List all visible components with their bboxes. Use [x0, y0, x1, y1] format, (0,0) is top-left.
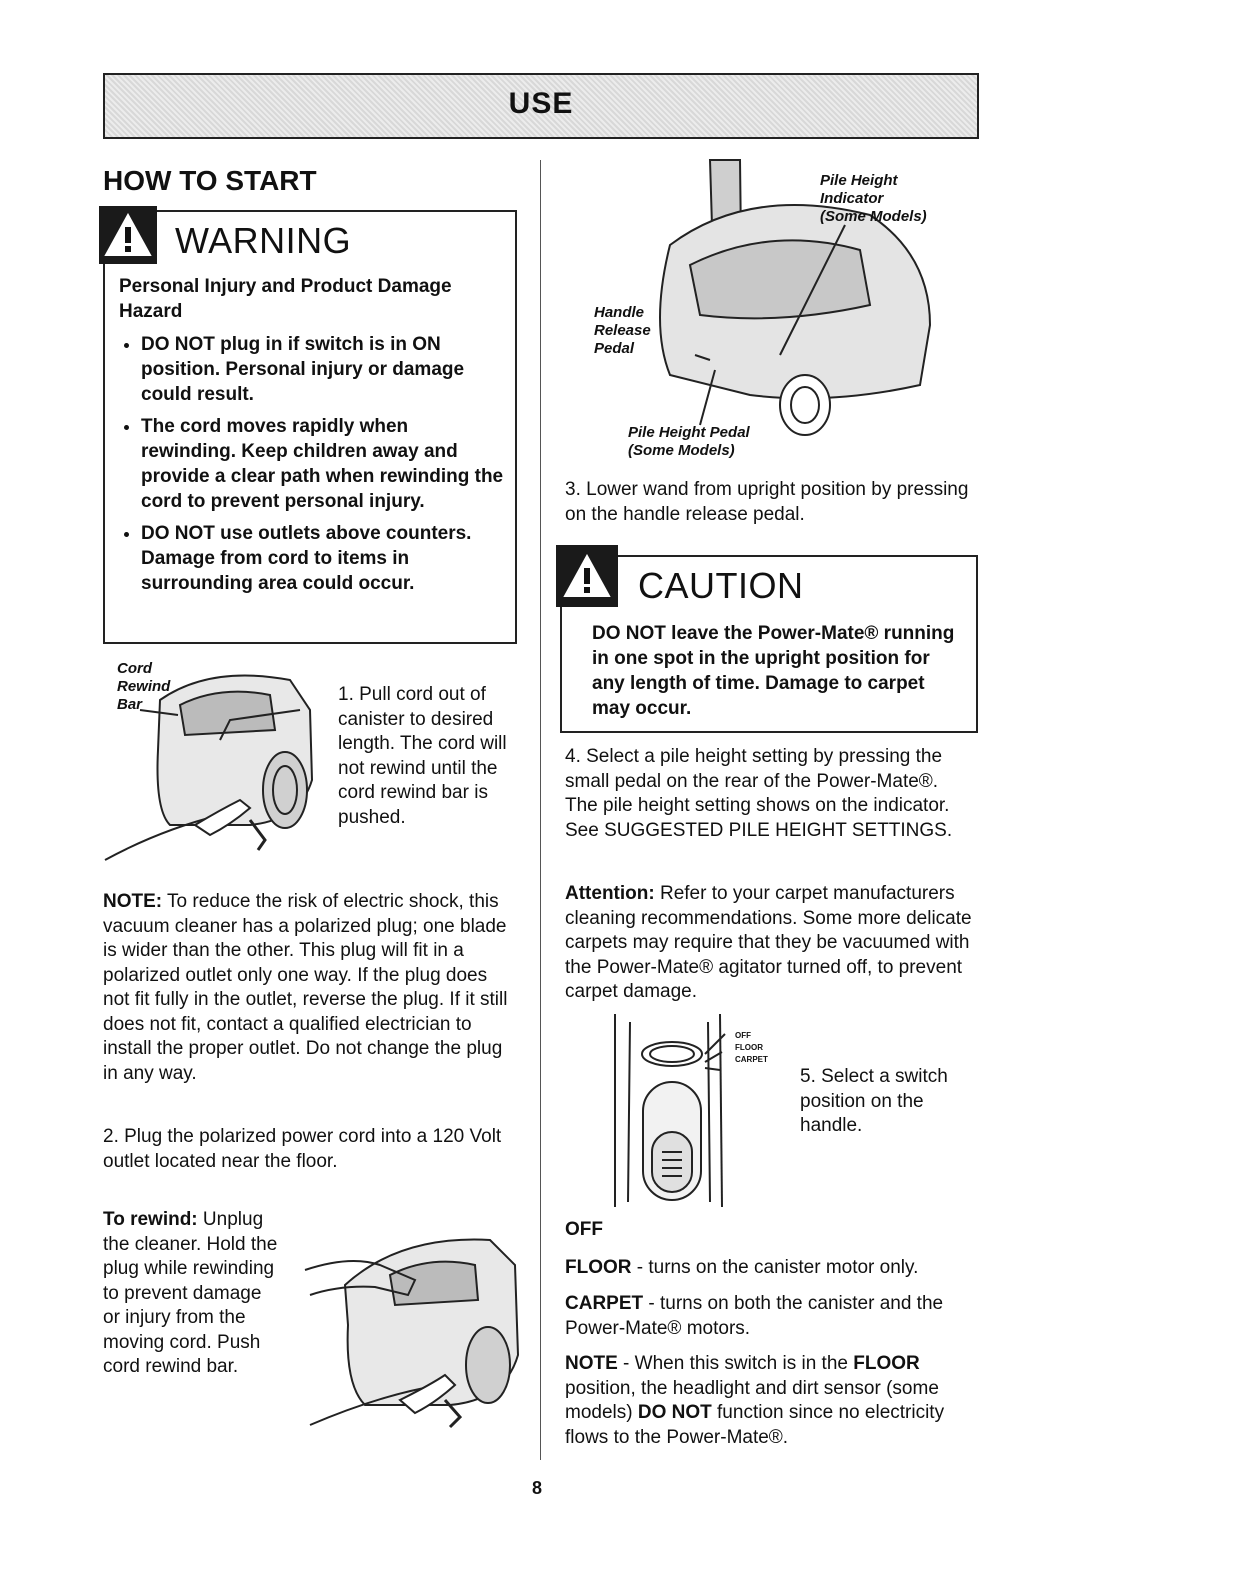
label-line: Bar — [117, 696, 143, 713]
carpet-label: CARPET — [565, 1293, 644, 1314]
warning-list — [119, 332, 507, 596]
warning-item: • The cord moves rapidly when rewinding. Keep children away and provide a clear path when rewinding the cord to prevent personal injury. — [141, 414, 507, 514]
warning-box — [103, 210, 517, 644]
warning-triangle-icon — [99, 206, 157, 264]
pile-pedal-label — [628, 424, 750, 460]
switch-label-carpet: CARPET — [735, 1055, 768, 1064]
handle-release-label — [594, 304, 651, 358]
section-title: HOW TO START — [103, 165, 317, 196]
carpet-text: - turns on both the canister and the Power-Mate® motors. — [565, 1293, 944, 1339]
rewind-text: Unplug the cleaner. Hold the plug while rewinding to prevent damage or injury from the moving cord. Push cord rewind bar. — [103, 1209, 278, 1377]
caution-triangle-icon — [556, 545, 618, 607]
warning-heading: WARNING — [175, 220, 352, 261]
rewind-illustration — [300, 1225, 528, 1445]
note2-do-not: DO NOT — [637, 1402, 712, 1423]
warning-content — [119, 274, 507, 603]
label-line: Pedal — [594, 340, 635, 357]
note-paragraph — [103, 890, 508, 1086]
pile-indicator-label — [820, 172, 927, 226]
note2-text: - When this switch is in the — [617, 1353, 854, 1374]
rewind-paragraph — [103, 1208, 283, 1380]
off-label: OFF — [565, 1219, 603, 1240]
step-2: 2. Plug the polarized power cord into a 120 Volt outlet located near the floor. — [103, 1126, 502, 1172]
column-divider — [540, 160, 541, 1460]
section-banner — [103, 73, 979, 139]
note2-floor-word: FLOOR — [853, 1353, 920, 1374]
note2-text: position, the headlight and dirt sensor (some models) — [565, 1377, 939, 1423]
switch-labels — [735, 1030, 768, 1066]
note2-paragraph — [565, 1352, 970, 1450]
label-line: Pile Height Pedal — [628, 424, 750, 441]
attention-label: Attention: — [565, 883, 655, 904]
switch-label-off: OFF — [735, 1031, 751, 1040]
step-3: 3. Lower wand from upright position by pressing on the handle release pedal. — [565, 479, 969, 525]
note2-text: function since no electricity flows to the Power-Mate®. — [565, 1402, 945, 1448]
step-1: 1. Pull cord out of canister to desired length. The cord will not rewind until the cord rewind bar is pushed. — [338, 684, 507, 828]
label-line: (Some Models) — [820, 208, 927, 225]
carpet-paragraph — [565, 1292, 970, 1341]
banner-title: USE — [508, 87, 574, 120]
note2-label: NOTE — [565, 1353, 618, 1374]
switch-label-floor: FLOOR — [735, 1043, 763, 1052]
page-number: 8 — [532, 1478, 543, 1498]
rewind-label: To rewind: — [103, 1209, 198, 1230]
caution-box — [560, 555, 978, 733]
label-line: Handle — [594, 304, 645, 321]
label-line: Pile Height — [820, 172, 898, 189]
step-5: 5. Select a switch position on the handle. — [800, 1066, 948, 1136]
attention-paragraph — [565, 882, 973, 1005]
floor-label: FLOOR — [565, 1257, 632, 1278]
label-line: Release — [594, 322, 651, 339]
note-text: To reduce the risk of electric shock, this vacuum cleaner has a polarized plug; one blade is wider than the other. This plug will fit in a polarized outlet only one way. If the plug does not fit fully in the outlet, reverse the plug. If it still does not fit, contact a qualified electrician to install the proper outlet. Do not change the plug in any way. — [103, 891, 508, 1084]
warning-item: • DO NOT plug in if switch is in ON position. Personal injury or damage could result. — [141, 332, 507, 407]
canister-cord-illustration — [100, 660, 330, 870]
floor-text: - turns on the canister motor only. — [631, 1257, 919, 1278]
caution-text: DO NOT leave the Power-Mate® running in one spot in the upright position for any length of time. Damage to carpet may occur. — [592, 623, 955, 719]
caution-heading: CAUTION — [638, 565, 804, 606]
label-line: Indicator — [820, 190, 884, 207]
attention-text: Refer to your carpet manufacturers cleaning recommendations. Some more delicate carpets may require that they be vacuumed with the Power-Mate® agitator turned off, to prevent carpet damage. — [565, 883, 972, 1002]
step-4: 4. Select a pile height setting by pressing the small pedal on the rear of the Power-Mate®. The pile height setting shows on the indicator. See SUGGESTED PILE HEIGHT SETTINGS. — [565, 746, 953, 841]
label-line: Cord — [117, 660, 152, 677]
label-line: (Some Models) — [628, 442, 735, 459]
warning-subheading: Personal Injury and Product Damage Hazard — [119, 276, 452, 322]
note-label: NOTE: — [103, 891, 163, 912]
label-line: Rewind — [117, 678, 171, 695]
warning-item: • DO NOT use outlets above counters. Damage from cord to items in surrounding area could occur. — [141, 521, 507, 596]
floor-paragraph — [565, 1256, 970, 1281]
